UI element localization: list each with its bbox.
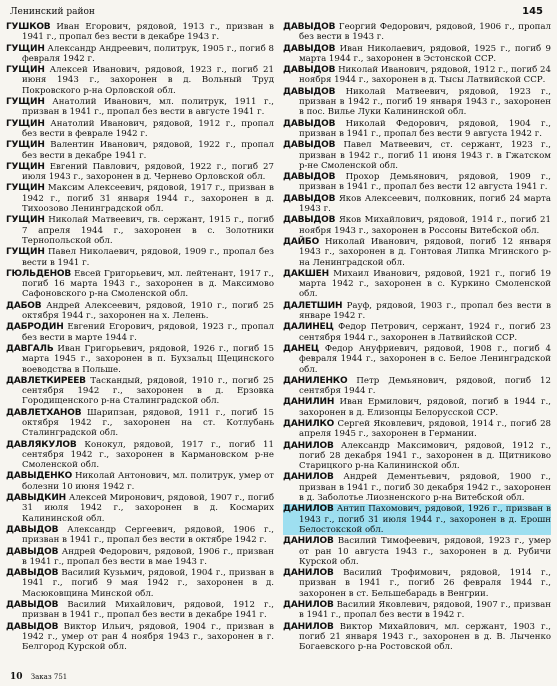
memorial-entry <box>6 408 274 439</box>
entry-details: Антип Пахомович, рядовой, 1926 г., призван в 1943 г., погиб 31 июля 1944 г., захоронен в д. Ерошн Белостокской обл. <box>299 504 551 535</box>
memorial-entry <box>6 376 274 407</box>
entry-details: Георгий Федорович, рядовой, 1906 г., пропал без вести в 1943 г. <box>299 22 551 43</box>
entry-details: Павел Николаевич, рядовой, 1909 г., пропал без вести в 1941 г. <box>22 247 274 268</box>
entry-details: Николай Антонович, мл. политрук, умер от болезни 10 июня 1942 г. <box>22 471 274 492</box>
entry-surname: ДАНИЛЕНКО <box>283 375 348 386</box>
memorial-entry <box>283 269 551 300</box>
entry-details: Иван Ермилович, рядовой, погиб в 1944 г., захоронен в д. Елизонцы Белорусской ССР. <box>299 397 551 418</box>
entry-surname: ГУЩИН <box>6 215 45 226</box>
entry-surname: ГУШКОВ <box>6 22 51 32</box>
entry-details: Шарипзан, рядовой, 1911 г., погиб 15 октября 1942 г., захоронен на ст. Котлубань Сталинградской обл. <box>22 407 274 439</box>
memorial-entry <box>6 183 274 214</box>
memorial-entry <box>283 140 551 171</box>
entry-details: Анатолий Иванович, рядовой, 1912 г., пропал без вести в феврале 1942 г. <box>22 118 274 139</box>
entry-details: Александр Андреевич, политрук, 1905 г., погиб 8 февраля 1942 г. <box>22 43 274 64</box>
entry-surname: ДАНИЛИН <box>283 397 335 408</box>
memorial-entry <box>6 471 274 492</box>
memorial-entry <box>283 536 551 567</box>
entry-surname: ДАНИЛОВ <box>283 472 334 483</box>
entry-surname: ДАВЫДОВ <box>283 22 336 32</box>
entry-details: Петр Демьянович, рядовой, погиб 12 сентября 1944 г. <box>299 375 551 397</box>
entry-surname: ГУЩИН <box>6 97 45 108</box>
entry-surname: ГУЩИН <box>6 247 45 258</box>
entry-details: Иван Николаевич, рядовой, 1925 г., погиб 9 марта 1944 г., захоронен в Эстонской ССР. <box>299 43 551 64</box>
entry-details: Валентин Иванович, рядовой, 1922 г., пропал без вести в декабре 1941 г. <box>22 140 274 161</box>
memorial-entry <box>6 97 274 118</box>
entry-surname: ДАВЛЕТКИРЕЕВ <box>6 375 86 386</box>
memorial-entry <box>283 419 551 440</box>
entry-surname: ДАВЫДЕНКО <box>6 471 73 482</box>
entry-surname: ГУЩИН <box>6 65 45 76</box>
entry-details: Николай Иванович, рядовой, погиб 12 января 1943 г., захоронен в д. Гонтовая Липка Мгинского р-на Ленинградской обл. <box>299 236 551 268</box>
entry-details: Николай Матвеевич, гв. сержант, 1915 г., погиб 7 апреля 1944 г., захоронен в с. Золотники Тернопольской обл. <box>22 215 274 246</box>
memorial-entry <box>283 441 551 472</box>
entry-details: Таскандый, рядовой, 1910 г., погиб 25 сентября 1942 г., захоронен в д. Ерзовка Городищенского р-на Сталинградской обл. <box>22 375 274 407</box>
page-number: 145 <box>522 6 543 17</box>
entry-surname: ГУЩИН <box>6 140 45 151</box>
memorial-entry <box>283 87 551 118</box>
entry-details: Андрей Дементьевич, рядовой, 1900 г., призван в 1941 г., погиб 30 декабря 1942 г., захоронен в д. Заболотье Лиозненского р-на Витебской обл. <box>299 472 551 504</box>
entry-surname: ДАВЫДОВ <box>6 568 59 579</box>
memorial-entry <box>283 322 551 343</box>
memorial-entry <box>6 600 274 621</box>
memorial-entry <box>6 140 274 161</box>
entry-surname: ДАБОВ <box>6 300 42 311</box>
entry-surname: ДАВЫДОВ <box>6 546 59 557</box>
memorial-entry <box>283 397 551 418</box>
entry-details: Василий Михайлович, рядовой, 1912 г., призван в 1941 г., пропал без вести в декабре 1941 г. <box>22 600 274 621</box>
entry-details: Евгений Павлович, рядовой, 1922 г., погиб 27 июля 1943 г., захоронен в д. Чернево Орловской обл. <box>22 161 274 183</box>
entry-details: Федор Петрович, сержант, 1924 г., погиб 23 сентября 1944 г., захоронен в Латвийской ССР. <box>299 322 551 343</box>
entry-surname: ДАВЫДОВ <box>283 43 336 54</box>
entry-surname: ДАВЫДОВ <box>283 118 336 129</box>
memorial-entry <box>6 22 274 43</box>
highlighted-entry <box>283 504 551 535</box>
entry-details: Андрей Федорович, рядовой, 1906 г., призван в 1941 г., пропал без вести в мае 1943 г. <box>22 546 274 567</box>
entry-details: Василий Яковлевич, рядовой, 1907 г., призван в 1941 г., пропал без вести в 1942 г. <box>299 600 551 621</box>
memorial-entry <box>6 215 274 246</box>
entry-surname: ГУЩИН <box>6 183 45 194</box>
memorial-entry <box>6 622 274 653</box>
entry-surname: ДАВЫДОВ <box>283 86 336 97</box>
memorial-entry <box>283 344 551 375</box>
running-header: Ленинский район <box>10 7 95 17</box>
entry-surname: ГУЩИН <box>6 161 45 172</box>
memorial-entry <box>6 301 274 322</box>
entry-surname: ДАНИЛОВ <box>283 568 334 579</box>
memorial-entry <box>283 568 551 599</box>
entry-details: Сергей Яковлевич, рядовой, 1914 г., погиб 28 апреля 1945 г., захоронен в Германии. <box>299 418 551 440</box>
memorial-entry <box>6 65 274 96</box>
memorial-entry <box>283 600 551 621</box>
memorial-entry <box>6 525 274 546</box>
memorial-entry <box>283 194 551 215</box>
entry-surname: ДАВЫДОВ <box>283 65 336 76</box>
entry-surname: ДАЛЕТШИН <box>283 300 343 311</box>
page-footer <box>10 672 67 682</box>
memorial-entry <box>6 44 274 65</box>
memorial-entry <box>6 493 274 524</box>
entry-details: Евгений Егорович, рядовой, 1923 г., пропал без вести в марте 1944 г. <box>22 322 274 343</box>
entry-surname: ДАНИЛКО <box>283 418 335 429</box>
entry-details: Яков Михайлович, рядовой, 1914 г., погиб 21 ноября 1943 г., захоронен в Россоны Витебской обл. <box>299 215 551 236</box>
entry-surname: ДАВЫДОВ <box>283 172 336 183</box>
entry-details: Александр Сергеевич, рядовой, 1906 г., призван в 1941 г., пропал без вести в октябре 1942 г. <box>22 524 274 546</box>
entry-details: Анатолий Иванович, мл. политрук, 1911 г., призван в 1941 г., пропал без вести в августе 1941 г. <box>22 97 274 118</box>
entry-surname: ДАВЫДОВ <box>283 193 336 204</box>
entry-surname: ДАВЫДОВ <box>6 621 59 632</box>
entry-surname: ДАЙБО <box>283 236 320 247</box>
memorial-entry <box>6 162 274 183</box>
entry-surname: ДАВЫДКИН <box>6 493 67 504</box>
entry-details: Евсей Григорьевич, мл. лейтенант, 1917 г., погиб 16 марта 1943 г., захоронен в д. Максимово Сафоновского р-на Смоленской обл. <box>22 268 274 300</box>
memorial-entry <box>283 119 551 140</box>
entry-surname: ДАЛИНЕЦ <box>283 322 334 333</box>
entry-details: Михаил Иванович, рядовой, 1921 г., погиб 19 марта 1942 г., захоронен в с. Куркино Смоленской обл. <box>299 268 551 300</box>
entry-surname: ДАВЛЕТХАНОВ <box>6 407 82 418</box>
left-column <box>6 22 274 670</box>
memorial-entry <box>283 44 551 65</box>
entry-details: Иван Григорьевич, рядовой, 1926 г., погиб 15 марта 1945 г., захоронен в п. Бухзальц Щецинского воеводства в Польше. <box>22 343 274 375</box>
memorial-entry <box>6 322 274 343</box>
entry-surname: ДАНЕЦ <box>283 343 320 354</box>
print-order: Заказ 751 <box>30 673 68 681</box>
entry-surname: ДАВЫДОВ <box>283 215 336 226</box>
entry-surname: ДАНИЛОВ <box>283 536 334 547</box>
memorial-entry <box>283 622 551 653</box>
memorial-entry <box>283 472 551 503</box>
entry-surname: ДАВЫДОВ <box>6 524 59 535</box>
entry-details: Конокул, рядовой, 1917 г., погиб 11 сентября 1942 г., захоронен в Кармановском р-не Смоленской обл. <box>22 439 274 471</box>
memorial-entry <box>283 215 551 236</box>
entry-details: Прохор Демьянович, рядовой, 1909 г., призван в 1941 г., пропал без вести 12 августа 1941 г. <box>299 172 551 193</box>
entry-details: Александр Максимович, рядовой, 1912 г., погиб 28 декабря 1941 г., захоронен в д. Щитниково Старицкого р-на Калининской обл. <box>299 440 551 472</box>
memorial-entry <box>283 65 551 86</box>
entry-details: Николай Федорович, рядовой, 1904 г., призван в 1941 г., пропал без вести 9 августа 1942 г. <box>299 118 551 139</box>
memorial-entry <box>283 301 551 322</box>
memorial-entry <box>6 119 274 140</box>
entry-details: Алексей Иванович, рядовой, 1923 г., погиб 21 июня 1943 г., захоронен в д. Вольный Труд Покровского р-на Орловской обл. <box>22 65 274 96</box>
entry-surname: ДАНИЛОВ <box>283 440 334 451</box>
memorial-entry <box>6 344 274 375</box>
entry-details: Василий Трофимович, рядовой, 1914 г., призван в 1941 г., погиб 26 февраля 1944 г., захоронен в ст. Бельшебарадь в Венгрии. <box>299 568 551 599</box>
entry-surname: ДАНИЛОВ <box>283 621 334 632</box>
entry-details: Алексей Миронович, рядовой, 1907 г., погиб 31 июля 1942 г., захоронен в д. Космарих Калининской обл. <box>22 493 274 524</box>
memorial-entry <box>283 172 551 193</box>
entry-details: Виктор Михайлович, мл. сержант, 1903 г., погиб 21 января 1943 г., захоронен в д. В. Лыченко Богаевского р-на Ростовской обл. <box>299 621 551 653</box>
entry-surname: ГЮЛЬДЕНОВ <box>6 268 72 279</box>
entry-details: Николай Матвеевич, рядовой, 1923 г., призван в 1942 г., погиб 19 января 1943 г., захоронен в пос. Вилье Луки Калининской обл. <box>299 86 551 118</box>
memorial-entry <box>6 269 274 300</box>
entry-details: Николай Иванович, рядовой, 1912 г., погиб 24 ноября 1944 г., захоронен в д. Тысы Латвийской ССР. <box>299 65 551 86</box>
entry-details: Василий Кузьмич, рядовой, 1904 г., призван в 1941 г., погиб 9 мая 1942 г., захоронен в д. Масюковщина Минской обл. <box>22 568 274 599</box>
entry-details: Андрей Алексеевич, рядовой, 1910 г., погиб 25 октября 1944 г., захоронен на х. Лелень. <box>22 300 274 322</box>
entry-surname: ГУЩИН <box>6 118 45 129</box>
memorial-entry <box>6 547 274 568</box>
memorial-entry <box>283 237 551 268</box>
entry-surname: ДАВЛЯКУЛОВ <box>6 439 77 450</box>
entry-surname: ДАБРОДИН <box>6 322 64 333</box>
entry-details: Василий Тимофеевич, рядовой, 1923 г., умер от ран 10 августа 1943 г., захоронен в д. Рубичи Курской обл. <box>299 536 551 567</box>
entry-details: Виктор Ильич, рядовой, 1904 г., призван в 1942 г., умер от ран 4 ноября 1943 г., захоронен в г. Белгород Курской обл. <box>22 621 274 653</box>
memorial-entry <box>6 247 274 268</box>
memorial-entry <box>283 376 551 397</box>
entry-details: Рауф, рядовой, 1903 г., пропал без вести в январе 1942 г. <box>299 300 551 322</box>
entry-surname: ГУЩИН <box>6 43 45 54</box>
entry-surname: ДАВЫДОВ <box>283 140 336 151</box>
memorial-entry <box>6 440 274 471</box>
right-column <box>283 22 551 670</box>
entry-surname: ДАНИЛОВ <box>283 504 334 515</box>
entry-surname: ДАВЫДОВ <box>6 600 59 611</box>
entry-details: Максим Алексеевич, рядовой, 1917 г., призван в 1942 г., погиб 31 января 1944 г., захоронен в д. Тихоозово Ленинградской обл. <box>22 183 274 215</box>
entry-details: Иван Егорович, рядовой, 1913 г., призван в 1941 г., пропал без вести в декабре 1943 г. <box>22 22 274 43</box>
entry-details: Федор Ануфриевич, рядовой, 1908 г., погиб 4 февраля 1944 г., захоронен в с. Белое Ленинградской обл. <box>299 343 551 375</box>
memorial-entry <box>6 568 274 599</box>
entry-surname: ДАНИЛОВ <box>283 600 334 611</box>
memorial-entry <box>283 22 551 43</box>
entry-surname: ДАКШЕН <box>283 268 329 279</box>
signature-mark: 10 <box>10 672 23 682</box>
entry-details: Павел Матвеевич, ст. сержант, 1923 г., призван в 1942 г., погиб 11 июня 1943 г. в Гжатском р-не Смоленской обл. <box>299 140 551 171</box>
entry-surname: ДАВГАЛЬ <box>6 343 54 354</box>
entry-details: Яков Алексеевич, полковник, погиб 24 марта 1943 г. <box>299 193 551 215</box>
